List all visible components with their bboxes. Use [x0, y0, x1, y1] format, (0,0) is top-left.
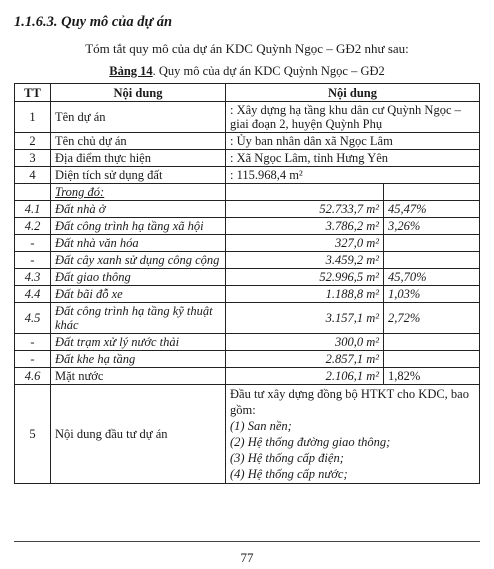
- row-label: Đất nhà ở: [51, 201, 226, 218]
- row-label: Diện tích sử dụng đất: [51, 167, 226, 184]
- table-caption-label: Bảng 14: [109, 64, 153, 78]
- table-row-investment: [15, 385, 480, 484]
- table-row: [15, 334, 480, 351]
- row-label: Đất cây xanh sử dụng công cộng: [51, 252, 226, 269]
- row-label: Tên dự án: [51, 102, 226, 133]
- row-tt: 4.6: [15, 368, 51, 385]
- row-area: 3.459,2 m²: [226, 252, 384, 269]
- row-label: Địa điểm thực hiện: [51, 150, 226, 167]
- table-caption: [0, 64, 494, 79]
- row-area: 2.106,1 m²: [226, 368, 384, 385]
- row-area: 1.188,8 m²: [226, 286, 384, 303]
- project-scale-table: [14, 83, 480, 484]
- header-noi-dung-left: Nội dung: [51, 84, 226, 102]
- page-number: 77: [240, 550, 254, 565]
- row-tt-empty: [15, 184, 51, 201]
- row-area: 2.857,1 m²: [226, 351, 384, 368]
- table-row: [15, 133, 480, 150]
- trong-do-label: Trong đó:: [51, 184, 226, 201]
- table-row: [15, 286, 480, 303]
- row-pct: [384, 351, 480, 368]
- row-pct: 3,26%: [384, 218, 480, 235]
- row-label: Đất công trình hạ tầng kỹ thuật khác: [51, 303, 226, 334]
- row-pct: 1,82%: [384, 368, 480, 385]
- row-pct: 45,70%: [384, 269, 480, 286]
- row-pct: 1,03%: [384, 286, 480, 303]
- row-tt: 4.2: [15, 218, 51, 235]
- row-tt: 4: [15, 167, 51, 184]
- table-row: [15, 303, 480, 334]
- row-tt: -: [15, 252, 51, 269]
- table-row-trong-do: [15, 184, 480, 201]
- row-tt: 4.5: [15, 303, 51, 334]
- table-row: [15, 269, 480, 286]
- row-pct-empty: [384, 184, 480, 201]
- table-header-row: [15, 84, 480, 102]
- row-tt: -: [15, 334, 51, 351]
- row-tt: 3: [15, 150, 51, 167]
- row-label: Đất công trình hạ tầng xã hội: [51, 218, 226, 235]
- table-row: [15, 218, 480, 235]
- investment-intro: Đầu tư xây dựng đồng bộ HTKT cho KDC, bao gồm:: [230, 387, 469, 417]
- row-label: Đất khe hạ tầng: [51, 351, 226, 368]
- row-pct: [384, 235, 480, 252]
- table-row: [15, 201, 480, 218]
- row-label: Đất bãi đỗ xe: [51, 286, 226, 303]
- row-pct: 45,47%: [384, 201, 480, 218]
- table-caption-text: . Quy mô của dự án KDC Quỳnh Ngọc – GĐ2: [152, 64, 385, 78]
- row-tt: 5: [15, 385, 51, 484]
- row-pct: [384, 334, 480, 351]
- table-row: [15, 252, 480, 269]
- intro-text: Tóm tắt quy mô của dự án KDC Quỳnh Ngọc – GĐ2 như sau:: [85, 41, 409, 56]
- table-row: [15, 235, 480, 252]
- row-tt: -: [15, 351, 51, 368]
- row-pct: 2,72%: [384, 303, 480, 334]
- table-row: [15, 150, 480, 167]
- row-area-empty: [226, 184, 384, 201]
- row-area: 3.157,1 m²: [226, 303, 384, 334]
- row-area: 327,0 m²: [226, 235, 384, 252]
- header-noi-dung-right: Nội dung: [226, 84, 480, 102]
- row-area: 52.996,5 m²: [226, 269, 384, 286]
- row-label: Nội dung đầu tư dự án: [51, 385, 226, 484]
- row-tt: 2: [15, 133, 51, 150]
- row-value: : Ủy ban nhân dân xã Ngọc Lâm: [226, 133, 480, 150]
- row-tt: 4.4: [15, 286, 51, 303]
- table-row: [15, 351, 480, 368]
- row-tt: 4.1: [15, 201, 51, 218]
- investment-content: [226, 385, 480, 484]
- investment-item: (1) San nền;: [230, 419, 292, 433]
- row-area: 52.733,7 m²: [226, 201, 384, 218]
- table-row: [15, 167, 480, 184]
- row-value: : 115.968,4 m²: [226, 167, 480, 184]
- investment-item: (4) Hệ thống cấp nước;: [230, 467, 348, 481]
- section-heading: 1.1.6.3. Quy mô của dự án: [14, 14, 173, 30]
- page-bottom-rule: [14, 541, 480, 542]
- row-tt: 4.3: [15, 269, 51, 286]
- row-label: Mặt nước: [51, 368, 226, 385]
- row-tt: 1: [15, 102, 51, 133]
- table-row: [15, 102, 480, 133]
- row-pct: [384, 252, 480, 269]
- row-label: Đất giao thông: [51, 269, 226, 286]
- header-tt: TT: [15, 84, 51, 102]
- row-label: Tên chủ dự án: [51, 133, 226, 150]
- row-label: Đất trạm xử lý nước thải: [51, 334, 226, 351]
- row-label: Đất nhà văn hóa: [51, 235, 226, 252]
- row-tt: -: [15, 235, 51, 252]
- table-row: [15, 368, 480, 385]
- row-area: 300,0 m²: [226, 334, 384, 351]
- row-area: 3.786,2 m²: [226, 218, 384, 235]
- row-value: : Xây dựng hạ tầng khu dân cư Quỳnh Ngọc – giai đoạn 2, huyện Quỳnh Phụ: [226, 102, 480, 133]
- investment-item: (3) Hệ thống cấp điện;: [230, 451, 344, 465]
- investment-item: (2) Hệ thống đường giao thông;: [230, 435, 391, 449]
- row-value: : Xã Ngọc Lâm, tỉnh Hưng Yên: [226, 150, 480, 167]
